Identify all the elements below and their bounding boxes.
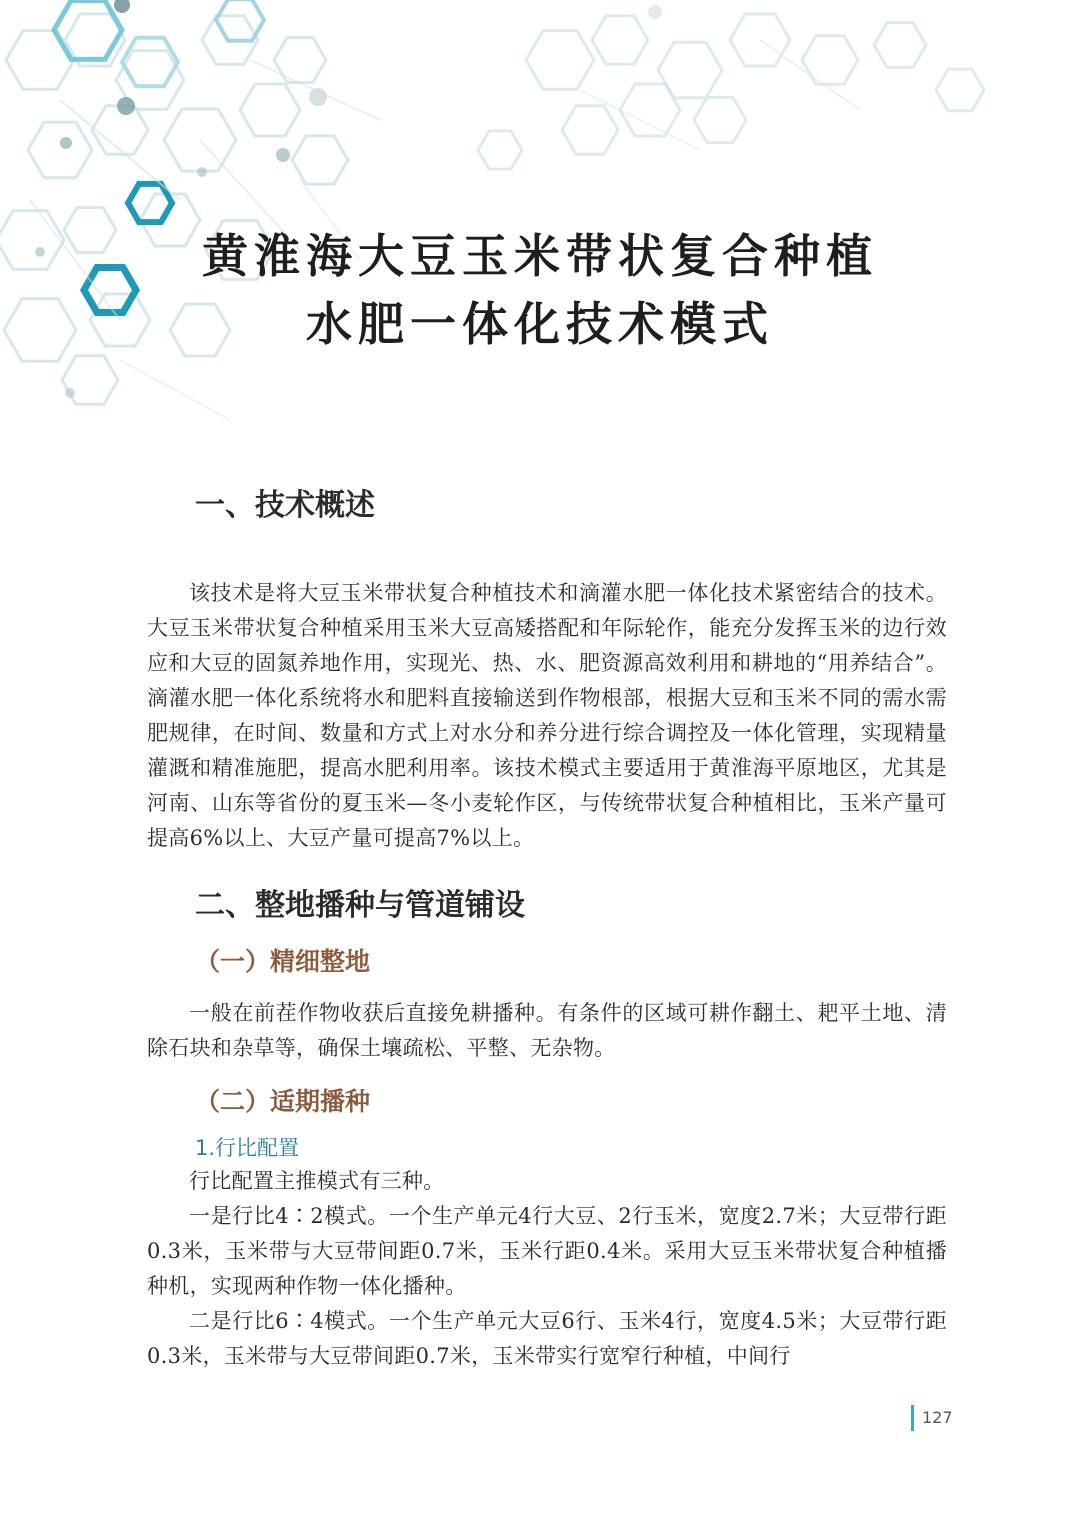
- subsection-heading-timely-sowing: （二）适期播种: [195, 1087, 371, 1116]
- hexagon-shape: [54, 1, 122, 60]
- connector-line: [60, 100, 180, 200]
- section-heading-sowing: 二、整地播种与管道铺设: [195, 888, 525, 923]
- subsection-heading-land-prep: （一）精细整地: [195, 947, 371, 976]
- hexagon-shape: [92, 106, 148, 154]
- section-heading-overview: 一、技术概述: [195, 488, 375, 523]
- hexagon-shape: [802, 36, 858, 84]
- node-dot: [114, 0, 130, 13]
- item-heading-row-ratio: 1.行比配置: [195, 1136, 300, 1160]
- title-line-2: 水肥一体化技术模式: [306, 297, 774, 351]
- hexagon-shape: [874, 23, 926, 68]
- hexagon-shape: [28, 122, 92, 177]
- land-prep-paragraph: 一般在前茬作物收获后直接免耕播种。有条件的区域可耕作翻土、耙平土地、清除石块和杂草等，确保土壤疏松、平整、无杂物。: [147, 1001, 947, 1060]
- connector-line: [120, 360, 230, 420]
- hexagon-shape: [526, 31, 594, 90]
- node-dot: [117, 97, 135, 115]
- row-ratio-mode-2: 二是行比6∶4模式。一个生产单元大豆6行、玉米4行，宽度4.5米；大豆带行距0.3米，玉米带与大豆带间距0.7米，玉米带实行宽窄行种植，中间行: [147, 1309, 947, 1368]
- node-dot: [648, 5, 662, 19]
- hexagon-shape: [292, 136, 348, 184]
- node-dot: [276, 148, 290, 162]
- row-ratio-intro: 行比配置主推模式有三种。: [189, 1169, 445, 1193]
- row-ratio-mode-1: 一是行比4∶2模式。一个生产单元4行大豆、2行玉米，宽度2.7米；大豆带行距0.3米，玉米带与大豆带间距0.7米，玉米行距0.4米。采用大豆玉米带状复合种植播种机，实现两种作物一体化播种。: [147, 1204, 947, 1298]
- article-body: [147, 486, 947, 1374]
- hexagon-shape: [620, 84, 680, 136]
- hexagon-shape: [562, 106, 618, 154]
- hexagon-shape: [216, 0, 264, 41]
- hexagon-shape: [122, 38, 178, 86]
- hexagon-shape: [936, 69, 984, 111]
- page-number: 127: [911, 1405, 953, 1431]
- hexagon-shape: [478, 131, 522, 169]
- page-title: [0, 222, 1080, 358]
- connector-line: [760, 40, 860, 110]
- node-dot: [60, 137, 72, 149]
- hexagon-shape: [592, 16, 648, 64]
- hexagon-shape: [240, 84, 300, 136]
- overview-paragraph: 该技术是将大豆玉米带状复合种植技术和滴灌水肥一体化技术紧密结合的技术。大豆玉米带状复合种植采用玉米大豆高矮搭配和年际轮作，能充分发挥玉米的边行效应和大豆的固氮养地作用，实现光、热、水、肥资源高效利用和耕地的“用养结合”。滴灌水肥一体化系统将水和肥料直接输送到作物根部，根据大豆和玉米不同的需水需肥规律，在时间、数量和方式上对水分和养分进行综合调控及一体化管理，实现精量灌溉和精准施肥，提高水肥利用率。该技术模式主要适用于黄淮海平原地区，尤其是河南、山东等省份的夏玉米—冬小麦轮作区，与传统带状复合种植相比，玉米产量可提高6%以上、大豆产量可提高7%以上。: [147, 581, 947, 850]
- hexagon-shape: [694, 98, 746, 143]
- node-dot: [309, 88, 327, 106]
- node-dot: [197, 167, 207, 177]
- node-dot: [65, 388, 75, 398]
- title-line-1: 黄淮海大豆玉米带状复合种植: [202, 229, 878, 283]
